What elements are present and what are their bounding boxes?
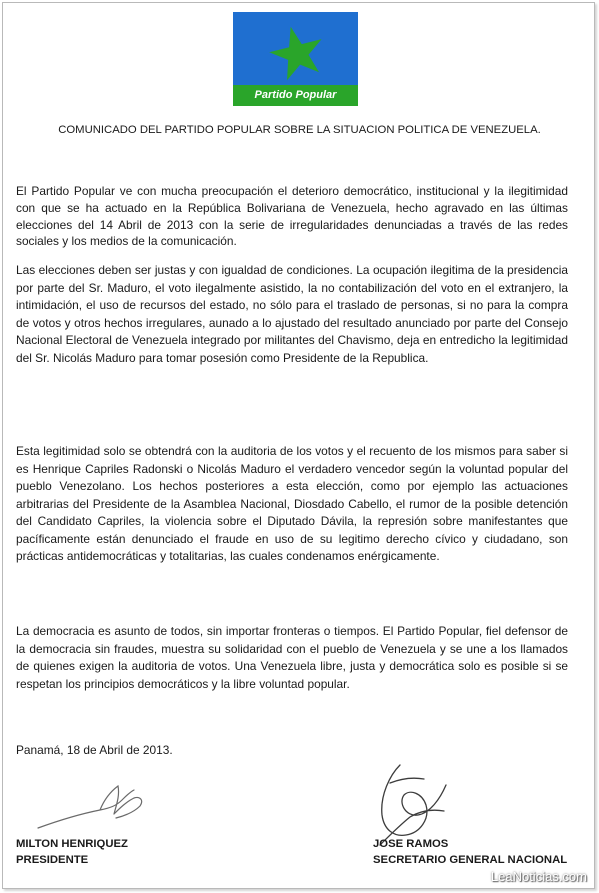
date-line: Panamá, 18 de Abril de 2013. (16, 743, 173, 757)
signatory-2-role: SECRETARIO GENERAL NACIONAL (373, 854, 568, 866)
document-title: COMUNICADO DEL PARTIDO POPULAR SOBRE LA SITUACION POLITICA DE VENEZUELA. (58, 124, 541, 136)
logo-party-name: Partido Popular (233, 85, 358, 106)
signatory-2 (373, 836, 567, 868)
signatory-1-name: MILTON HENRIQUEZ (16, 838, 128, 850)
signatory-2-name: JOSE RAMOS (373, 838, 449, 850)
watermark: LeaNoticias.com (490, 869, 587, 884)
signatory-1 (16, 836, 128, 868)
paragraph-3: Esta legitimidad solo se obtendrá con la auditoria de los votos y el recuento de los mismos para saber si es Henrique Capriles Radonski o Nicolás Maduro el verdadero vencedor según la voluntad popular del pueblo Venezolano. Los hechos posteriores a esta elección, como por ejemplo las actuaciones arbitrarias del Presidente de la Asamblea Nacional, Diosdado Cabello, el rumor de la posible detención del Candidato Capriles, la violencia sobre el Diputado Dávila, la represión sobre manifestantes que pacíficamente están denunciado el fraude en uso de su legitimo derecho cívico y ciudadano, son prácticas antidemocráticas y totalitarias, las cuales condenamos enérgicamente. (16, 444, 568, 563)
signatory-1-role: PRESIDENTE (16, 854, 89, 866)
paragraph-4: La democracia es asunto de todos, sin importar fronteras o tiempos. El Partido Popular, fiel defensor de la democracia sin fraudes, muestra su solidaridad con el pueblo de Venezuela y se une a los llamados de quienes exigen la auditoria de votos. Una Venezuela libre, justa y democrática solo es posible si se respetan los principios democráticos y la libre voluntad popular. (16, 624, 568, 691)
paragraph-1: El Partido Popular ve con mucha preocupación el deterioro democrático, institucional y la ilegitimidad con que se ha actuado en la República Bolivariana de Venezuela, hecho agravado en las últimas elecciones del 14 Abril de 2013 con la serie de irregularidades denunciadas a través de las redes sociales y los medios de la comunicación. (16, 184, 568, 249)
signature-milton-henriquez (30, 770, 160, 840)
party-logo (233, 12, 358, 106)
paragraph-2: Las elecciones deben ser justas y con igualdad de condiciones. La ocupación ilegitima de la presidencia por parte del Sr. Maduro, el voto ilegalmente asistido, la no contabilización del voto en el extranjero, la intimidación, el uso de recursos del estado, no sólo para el traslado de personas, si no para la compra de votos y otros hechos irregulares, aunado a lo ajustado del resultado anunciado por parte del Consejo Nacional Electoral de Venezuela integrado por militantes del Chavismo, deja en entredicho la legitimidad del Sr. Nicolás Maduro para tomar posesión como Presidente de la Republica. (16, 263, 568, 365)
